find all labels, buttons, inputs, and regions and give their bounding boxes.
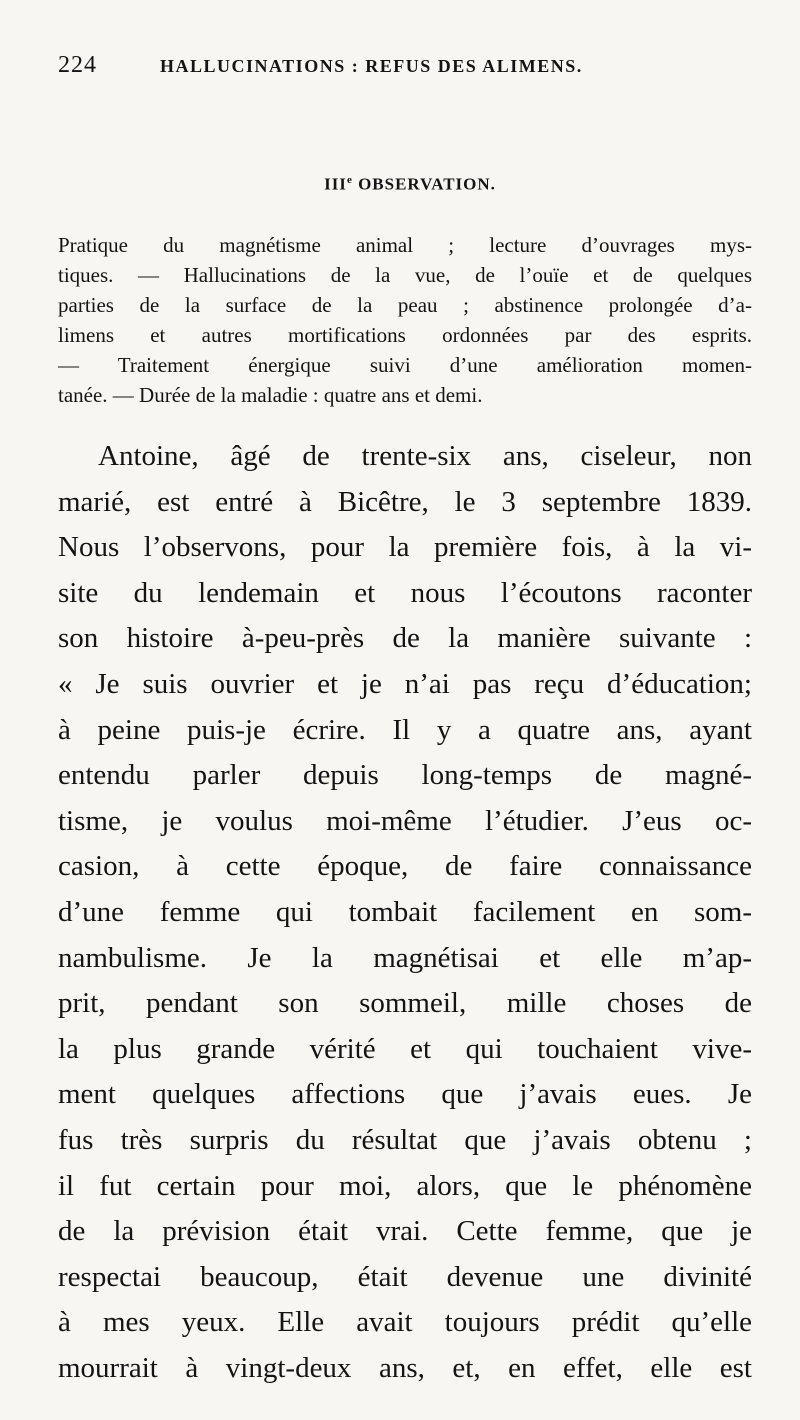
body-line: il fut certain pour moi, alors, que le phénomène xyxy=(58,1169,752,1202)
observation-summary xyxy=(58,230,752,410)
summary-line: Pratique du magnétisme animal ; lecture d’ouvrages mys- xyxy=(58,233,752,257)
body-line: « Je suis ouvrier et je n’ai pas reçu d’éducation; xyxy=(58,667,752,700)
body-text xyxy=(58,434,752,1391)
body-line: mourrait à vingt-deux ans, et, en effet, elle est xyxy=(58,1351,752,1384)
body-line: à peine puis-je écrire. Il y a quatre ans, ayant xyxy=(58,713,752,746)
body-line: respectai beaucoup, était devenue une divinité xyxy=(58,1260,752,1293)
summary-line: tanée. — Durée de la maladie : quatre ans et demi. xyxy=(58,383,483,407)
body-line: son histoire à-peu-près de la manière suivante : xyxy=(58,622,752,655)
body-line: tisme, je voulus moi-même l’étudier. J’eus oc- xyxy=(58,804,752,837)
observation-label: OBSERVATION. xyxy=(358,174,496,194)
body-line: site du lendemain et nous l’écoutons raconter xyxy=(58,576,752,609)
body-line: nambulisme. Je la magnétisai et elle m’ap- xyxy=(58,941,752,974)
body-line: la plus grande vérité et qui touchaient vive- xyxy=(58,1032,752,1065)
body-line: marié, est entré à Bicêtre, le 3 septembre 1839. xyxy=(58,485,752,518)
observation-heading xyxy=(58,174,752,198)
body-line: casion, à cette époque, de faire connaissance xyxy=(58,850,752,883)
summary-line: limens et autres mortifications ordonnées par des esprits. xyxy=(58,323,752,347)
body-line: Nous l’observons, pour la première fois, à la vi- xyxy=(58,531,752,564)
summary-line: parties de la surface de la peau ; abstinence prolongée d’a- xyxy=(58,293,752,317)
summary-line: — Traitement énergique suivi d’une amélioration momen- xyxy=(58,353,752,377)
body-line: ment quelques affections que j’avais eues. Je xyxy=(58,1078,752,1111)
page-number: 224 xyxy=(58,52,97,78)
body-line: fus très surpris du résultat que j’avais obtenu ; xyxy=(58,1123,752,1156)
summary-line: tiques. — Hallucinations de la vue, de l’ouïe et de quelques xyxy=(58,263,752,287)
running-head xyxy=(58,44,752,84)
body-line: prit, pendant son sommeil, mille choses de xyxy=(58,987,752,1020)
body-line: entendu parler depuis long-temps de magné- xyxy=(58,759,752,792)
running-title: HALLUCINATIONS : REFUS DES ALIMENS. xyxy=(160,56,583,76)
body-line: d’une femme qui tombait facilement en som- xyxy=(58,895,752,928)
observation-number: III xyxy=(324,174,347,194)
body-line: à mes yeux. Elle avait toujours prédit qu’elle xyxy=(58,1306,752,1339)
observation-superscript: e xyxy=(346,174,353,186)
body-line: Antoine, âgé de trente-six ans, ciseleur, non xyxy=(98,440,752,472)
body-line: de la prévision était vrai. Cette femme, que je xyxy=(58,1215,752,1248)
